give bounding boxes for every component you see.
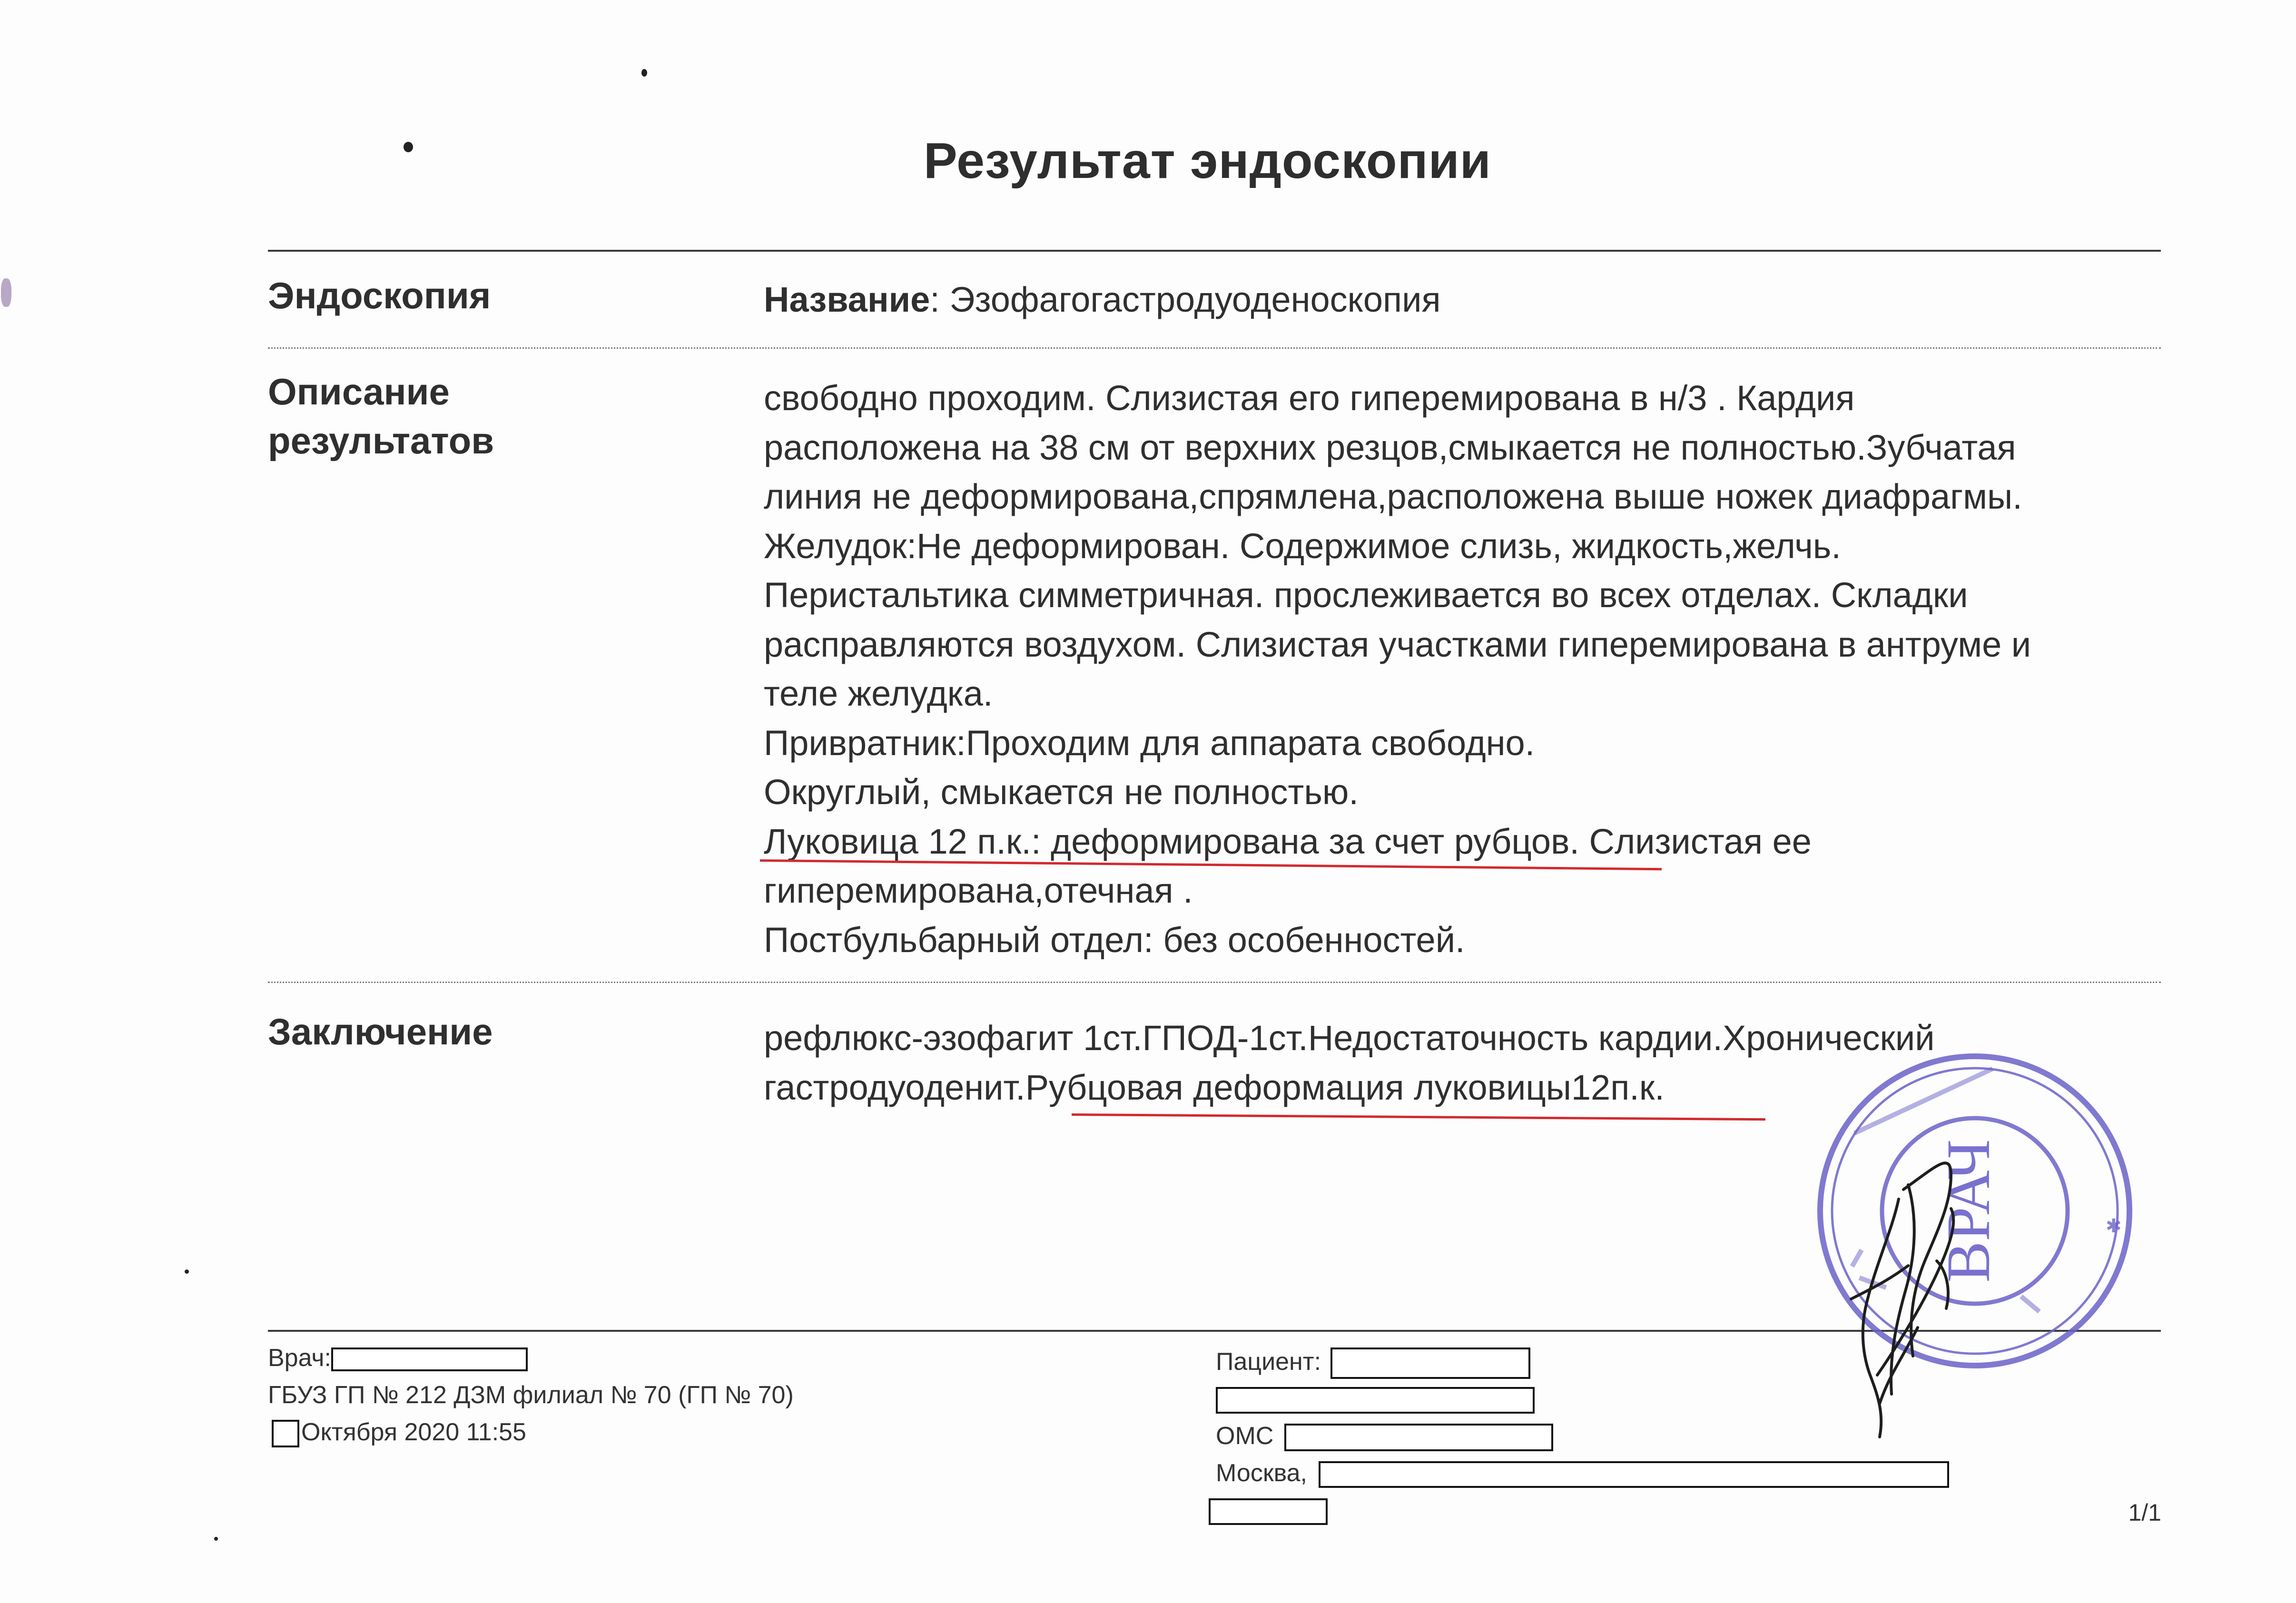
- description-line: Привратник:Проходим для аппарата свободно.: [764, 723, 1535, 763]
- description-line: линия не деформирована,спрямлена,расположена выше ножек диафрагмы.: [764, 477, 2022, 516]
- underline-annotation: [1072, 1113, 1765, 1121]
- city-row: [1216, 1455, 1949, 1492]
- stamp-text: ВРАЧ: [1934, 1139, 2003, 1283]
- redacted-field: [1209, 1498, 1328, 1525]
- date-row: [268, 1414, 794, 1451]
- title-divider: [268, 250, 2161, 252]
- description-label-line2: результатов: [268, 420, 494, 462]
- doctor-row: [268, 1339, 794, 1377]
- conclusion-label: Заключение: [268, 1011, 493, 1052]
- doctor-label: Врач:: [268, 1344, 331, 1372]
- section-divider: [268, 347, 2161, 349]
- page-number: 1/1: [2128, 1499, 2161, 1526]
- description-line: расположена на 38 см от верхних резцов,смыкается не полностью.Зубчатая: [764, 427, 2016, 467]
- description-line: гиперемирована,отечная .: [764, 871, 1193, 910]
- scan-speck: [214, 1537, 218, 1541]
- description-label-line1: Описание: [268, 371, 450, 413]
- description-line: теле желудка.: [764, 674, 993, 713]
- name-label: Название: [764, 280, 930, 319]
- conclusion-line: гастродуоденит.Рубцовая деформация луковицы12п.к.: [764, 1067, 1665, 1107]
- description-line: Луковица 12 п.к.: деформирована за счет рубцов. Слизистая ее: [764, 821, 1812, 861]
- name-value: : Эзофагогастродуоденоскопия: [930, 280, 1441, 319]
- clinic-name: ГБУЗ ГП № 212 ДЗМ филиал № 70 (ГП № 70): [268, 1381, 794, 1409]
- scan-speck: [1, 278, 11, 307]
- patient-label: Пациент:: [1216, 1348, 1321, 1376]
- oms-label: ОМС: [1216, 1422, 1274, 1450]
- section-divider: [268, 982, 2161, 983]
- description-line: расправляются воздухом. Слизистая участками гиперемирована в антруме и: [764, 624, 2031, 664]
- redacted-field: [1319, 1461, 1949, 1488]
- redacted-field: [1216, 1387, 1535, 1414]
- description-line: Округлый, смыкается не полностью.: [764, 772, 1359, 812]
- redacted-field: [331, 1347, 528, 1371]
- extra-row: [1216, 1492, 1949, 1529]
- description-line: Желудок:Не деформирован. Содержимое слизь, жидкость,желчь.: [764, 526, 1841, 566]
- star-icon: ✱: [2106, 1216, 2122, 1237]
- footer-left: [268, 1339, 794, 1451]
- description-line: Постбульбарный отдел: без особенностей.: [764, 920, 1465, 960]
- description-line: свободно проходим. Слизистая его гиперемирована в н/3 . Кардия: [764, 378, 1855, 418]
- page-title: Результат эндоскопии: [924, 133, 1491, 189]
- city-label: Москва,: [1216, 1459, 1307, 1487]
- exam-date: Октября 2020 11:55: [301, 1418, 526, 1446]
- scan-speck: [641, 69, 647, 77]
- redacted-field: [1284, 1424, 1553, 1451]
- doctor-signature: [1794, 1109, 2103, 1451]
- redacted-field: [272, 1420, 299, 1447]
- redacted-field: [1330, 1347, 1530, 1379]
- scan-speck: [185, 1269, 189, 1274]
- description-label: [268, 367, 494, 465]
- conclusion-line: рефлюкс-эзофагит 1ст.ГПОД-1ст.Недостаточность кардии.Хронический: [764, 1018, 1935, 1058]
- endoscopy-label: Эндоскопия: [268, 275, 491, 316]
- description-text: [764, 374, 2168, 964]
- endoscopy-name: [764, 275, 2168, 325]
- description-line: Перистальтика симметричная. прослеживается во всех отделах. Складки: [764, 575, 1968, 615]
